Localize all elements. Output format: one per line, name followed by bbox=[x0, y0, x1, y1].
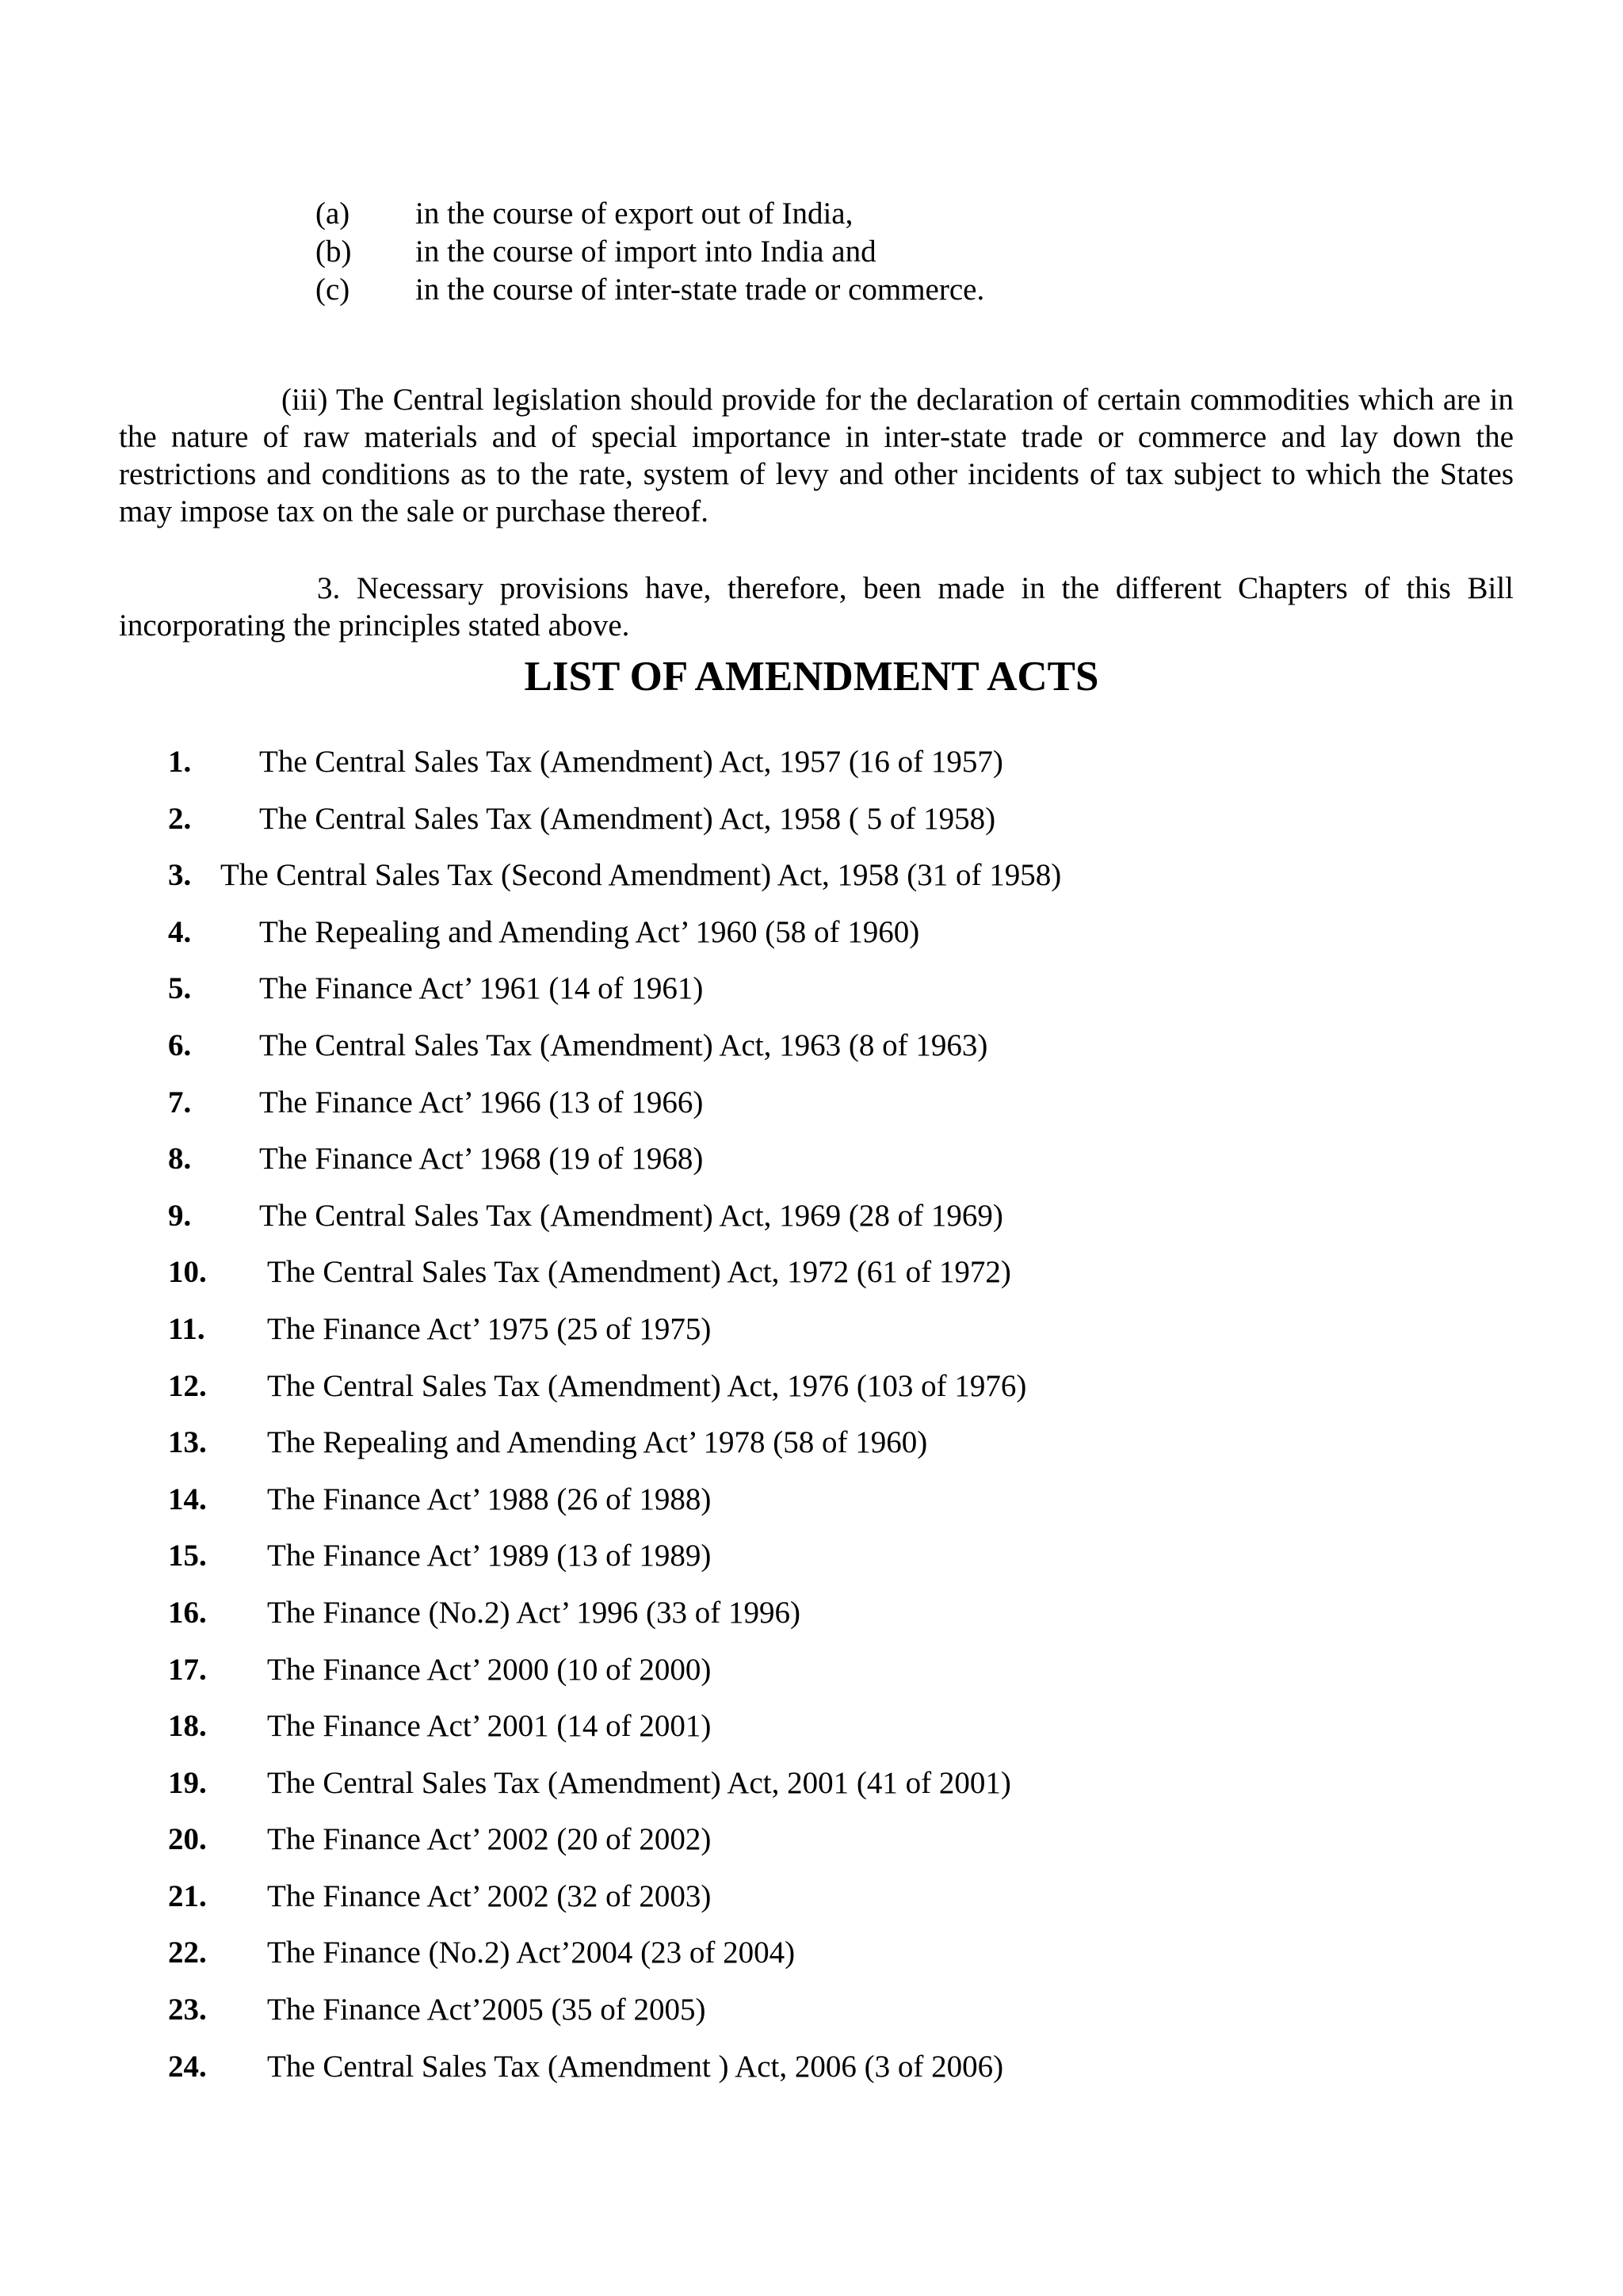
section-heading: LIST OF AMENDMENT ACTS bbox=[524, 654, 1099, 700]
item-title: The Central Sales Tax (Amendment) Act, 1976 (103 of 1976) bbox=[267, 1368, 1027, 1403]
item-number: 22. bbox=[168, 1936, 207, 1970]
item-number: 20. bbox=[168, 1822, 207, 1857]
item-title: The Central Sales Tax (Amendment) Act, 1958 ( 5 of 1958) bbox=[259, 801, 996, 836]
item-title: The Central Sales Tax (Amendment) Act, 1972 (61 of 1972) bbox=[267, 1255, 1011, 1290]
item-title: The Finance Act’ 1988 (26 of 1988) bbox=[267, 1482, 712, 1516]
item-title: The Finance Act’ 2001 (14 of 2001) bbox=[267, 1709, 712, 1744]
item-number: 16. bbox=[168, 1595, 207, 1630]
item-number: 24. bbox=[168, 2049, 207, 2084]
item-title: The Central Sales Tax (Amendment) Act, 1957 (16 of 1957) bbox=[259, 745, 1003, 779]
item-number: 18. bbox=[168, 1709, 207, 1744]
item-number: 1. bbox=[168, 745, 192, 779]
item-number: 12. bbox=[168, 1368, 207, 1403]
item-title: The Finance (No.2) Act’ 1996 (33 of 1996) bbox=[267, 1595, 800, 1630]
item-title: The Finance Act’ 1961 (14 of 1961) bbox=[259, 971, 704, 1006]
clause-item bbox=[315, 195, 984, 233]
item-number: 2. bbox=[168, 801, 192, 836]
item-title: The Finance Act’ 1968 (19 of 1968) bbox=[259, 1142, 704, 1177]
item-number: 3. bbox=[168, 858, 192, 893]
item-number: 9. bbox=[168, 1198, 192, 1233]
clause-text: in the course of import into India and bbox=[415, 235, 876, 269]
item-number: 11. bbox=[168, 1311, 205, 1346]
item-number: 6. bbox=[168, 1028, 192, 1062]
item-title: The Finance Act’ 2000 (10 of 2000) bbox=[267, 1652, 712, 1687]
item-number: 17. bbox=[168, 1652, 207, 1687]
item-title: The Finance Act’ 1975 (25 of 1975) bbox=[267, 1311, 712, 1346]
item-number: 10. bbox=[168, 1255, 207, 1290]
item-number: 15. bbox=[168, 1539, 207, 1573]
clause-label: (b) bbox=[315, 235, 352, 269]
item-title: The Central Sales Tax (Second Amendment) Act, 1958 (31 of 1958) bbox=[220, 858, 1062, 893]
item-title: The Central Sales Tax (Amendment) Act, 2001 (41 of 2001) bbox=[267, 1765, 1011, 1800]
item-title: The Central Sales Tax (Amendment) Act, 1969 (28 of 1969) bbox=[259, 1198, 1003, 1233]
item-number: 5. bbox=[168, 971, 192, 1006]
item-title: The Repealing and Amending Act’ 1978 (58 of 1960) bbox=[267, 1425, 928, 1460]
paragraph-iii: (iii) The Central legislation should provide for the declaration of certain commodities which are in the nature of raw materials and of special importance in inter-state trade or commerce and lay down the restrictions and conditions as to the rate, system of levy and other incidents of tax subject to which the States may impose tax on the sale or purchase thereof. bbox=[119, 383, 1514, 528]
item-title: The Finance Act’ 2002 (20 of 2002) bbox=[267, 1822, 712, 1857]
clause-list bbox=[315, 195, 984, 309]
item-title: The Central Sales Tax (Amendment) Act, 1963 (8 of 1963) bbox=[259, 1028, 988, 1062]
clause-text: in the course of inter-state trade or commerce. bbox=[415, 273, 985, 307]
item-number: 8. bbox=[168, 1142, 192, 1177]
item-title: The Finance Act’2005 (35 of 2005) bbox=[267, 1993, 706, 2027]
item-title: The Central Sales Tax (Amendment ) Act, 2006 (3 of 2006) bbox=[267, 2049, 1004, 2084]
item-title: The Repealing and Amending Act’ 1960 (58 of 1960) bbox=[259, 914, 920, 949]
clause-text: in the course of export out of India, bbox=[415, 196, 854, 231]
item-number: 4. bbox=[168, 914, 192, 949]
item-title: The Finance Act’ 1989 (13 of 1989) bbox=[267, 1539, 712, 1573]
item-title: The Finance Act’ 1966 (13 of 1966) bbox=[259, 1085, 704, 1119]
item-number: 7. bbox=[168, 1085, 192, 1119]
item-number: 19. bbox=[168, 1765, 207, 1800]
item-title: The Finance Act’ 2002 (32 of 2003) bbox=[267, 1878, 712, 1913]
item-number: 21. bbox=[168, 1878, 207, 1913]
item-number: 14. bbox=[168, 1482, 207, 1516]
clause-label: (c) bbox=[315, 273, 350, 307]
clause-item bbox=[315, 271, 984, 309]
paragraph-3: 3. Necessary provisions have, therefore, been made in the different Chapters of this Bill incorporating the principles stated above. bbox=[119, 571, 1514, 643]
item-title: The Finance (No.2) Act’2004 (23 of 2004) bbox=[267, 1936, 796, 1970]
item-number: 13. bbox=[168, 1425, 207, 1460]
item-number: 23. bbox=[168, 1993, 207, 2027]
clause-label: (a) bbox=[315, 196, 350, 231]
clause-item bbox=[315, 233, 984, 271]
